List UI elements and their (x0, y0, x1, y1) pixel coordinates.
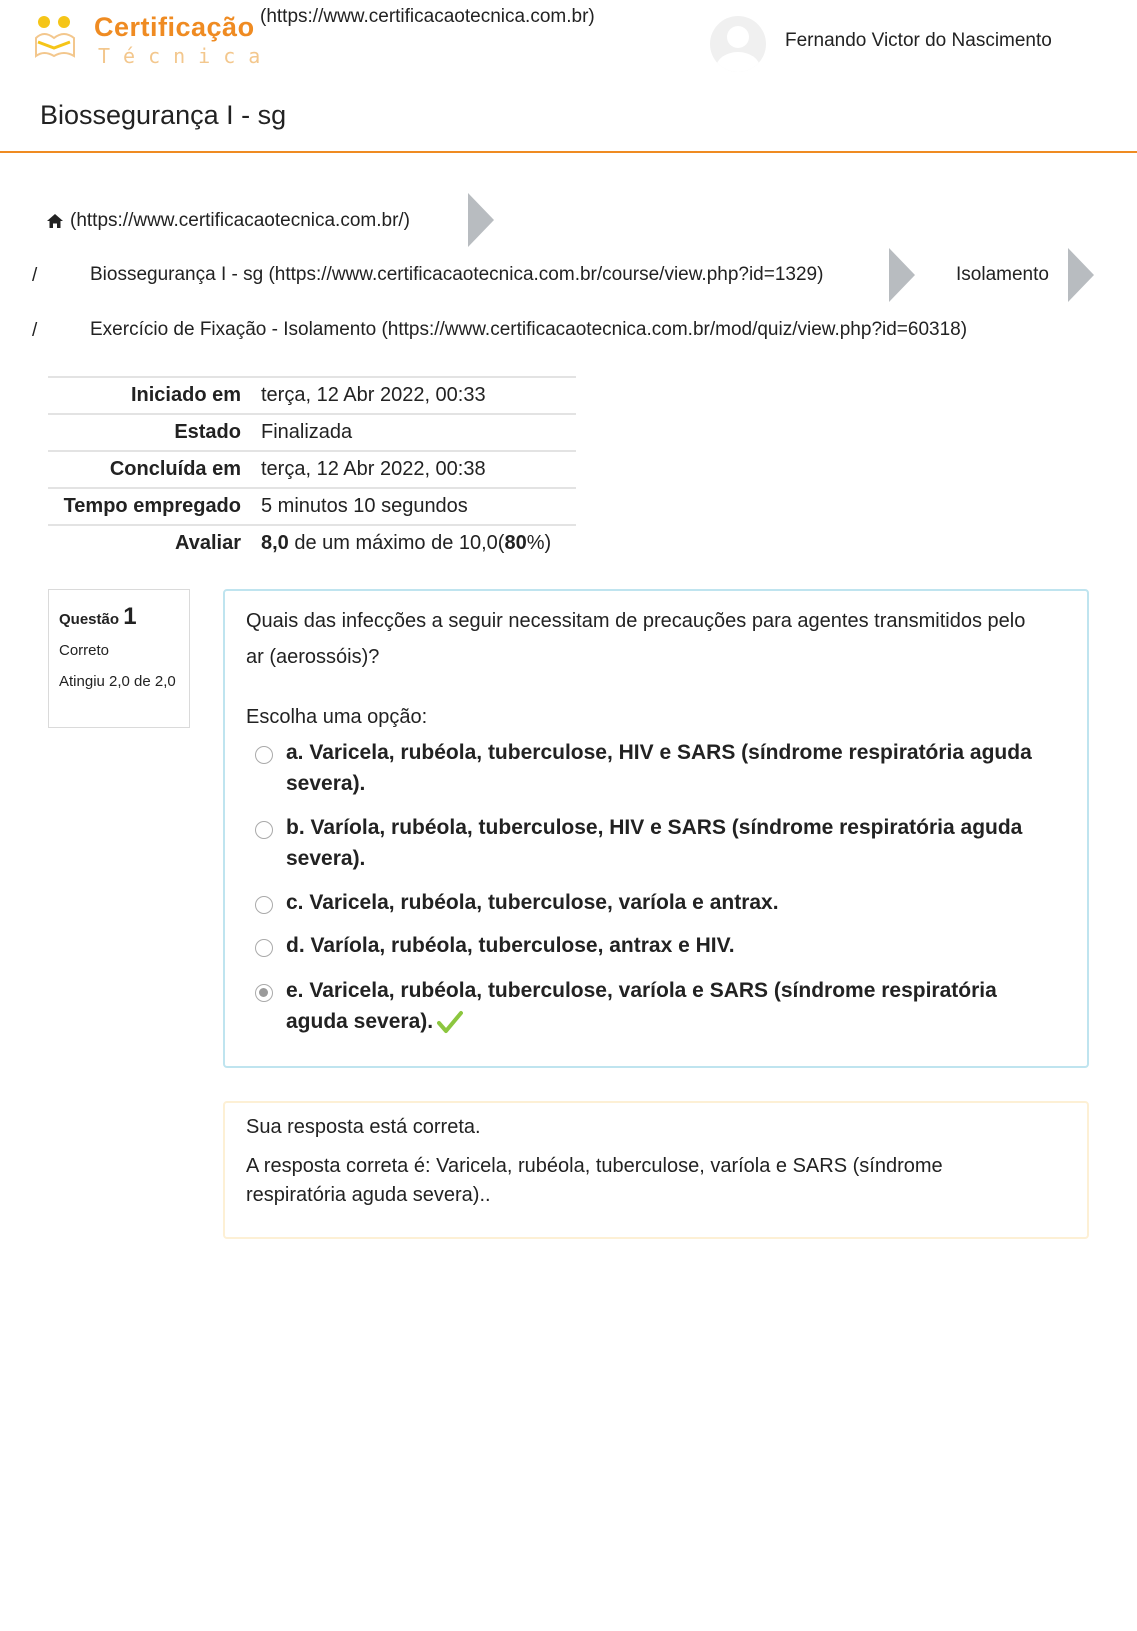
grade-text-end: %) (526, 532, 552, 554)
breadcrumb-separator: / (32, 320, 38, 341)
summary-row-grade (48, 525, 576, 561)
radio-button[interactable] (255, 746, 273, 764)
summary-value: 5 minutos 10 segundos (261, 488, 576, 525)
question-text: Quais das infecções a seguir necessitam de precauções para agentes transmitidos pelo ar (aerossóis)? (246, 610, 1026, 668)
question-info (48, 589, 190, 728)
summary-value (261, 525, 576, 561)
option-label[interactable]: e. Varicela, rubéola, tuberculose, varíola e SARS (síndrome respiratória aguda severa). (286, 979, 997, 1033)
logo-subtitle: Técnica (98, 44, 274, 68)
summary-row-time (48, 488, 576, 525)
feedback-correct-answer: A resposta correta é: Varicela, rubéola, tuberculose, varíola e SARS (síndrome respiratória aguda severa).. (246, 1155, 943, 1206)
question-label: Questão (59, 611, 120, 628)
summary-value: terça, 12 Abr 2022, 00:33 (261, 377, 576, 414)
radio-button[interactable] (255, 821, 273, 839)
answer-option-d[interactable] (255, 930, 1055, 961)
summary-label: Concluída em (48, 451, 261, 488)
choose-option-label: Escolha uma opção: (246, 706, 428, 728)
summary-row-state (48, 414, 576, 451)
breadcrumb-course-link[interactable]: Biossegurança I - sg (https://www.certificacaotecnica.com.br/course/view.php?id=1329) (90, 264, 824, 285)
breadcrumb-arrow-icon (468, 193, 494, 247)
breadcrumb-home-link[interactable]: (https://www.certificacaotecnica.com.br/) (70, 210, 410, 231)
breadcrumb-section-link[interactable]: Isolamento (956, 264, 1049, 285)
option-label[interactable]: b. Varíola, rubéola, tuberculose, HIV e SARS (síndrome respiratória aguda severa). (286, 816, 1023, 870)
question-number: 1 (123, 603, 137, 630)
option-label-wrap[interactable] (286, 975, 1055, 1037)
answer-option-b[interactable] (255, 812, 1055, 874)
answer-option-e[interactable] (255, 975, 1055, 1037)
radio-button[interactable] (255, 939, 273, 957)
correct-check-icon (437, 1010, 463, 1034)
answer-option-a[interactable] (255, 737, 1055, 799)
summary-label: Tempo empregado (48, 488, 261, 525)
summary-label: Avaliar (48, 525, 261, 561)
attempt-summary-table (48, 376, 576, 561)
breadcrumb-arrow-icon (889, 248, 915, 302)
grade-text: de um máximo de 10,0( (288, 532, 505, 554)
option-label[interactable]: d. Varíola, rubéola, tuberculose, antrax e HIV. (286, 934, 735, 957)
page-title: Biossegurança I - sg (40, 100, 287, 130)
radio-button-selected[interactable] (255, 984, 273, 1002)
radio-button[interactable] (255, 896, 273, 914)
summary-label: Iniciado em (48, 377, 261, 414)
answer-option-c[interactable] (255, 887, 1055, 918)
summary-label: Estado (48, 414, 261, 451)
summary-value: Finalizada (261, 414, 576, 451)
option-label[interactable]: a. Varicela, rubéola, tuberculose, HIV e SARS (síndrome respiratória aguda severa). (286, 741, 1032, 795)
site-url-link[interactable]: (https://www.certificacaotecnica.com.br) (260, 6, 595, 27)
breadcrumb-home[interactable] (46, 210, 410, 232)
grade-score: 8,0 (261, 532, 289, 554)
question-status: Correto (59, 641, 110, 659)
summary-row-completed (48, 451, 576, 488)
grade-percent: 80 (504, 532, 527, 554)
summary-row-started (48, 377, 576, 414)
avatar-icon (710, 16, 766, 72)
breadcrumb-separator: / (32, 265, 38, 286)
breadcrumb-quiz-link[interactable]: Exercício de Fixação - Isolamento (https://www.certificacaotecnica.com.br/mod/quiz/view.php?id=60318) (90, 319, 968, 340)
logo-mark-icon (32, 8, 96, 68)
option-label[interactable]: c. Varicela, rubéola, tuberculose, varíola e antrax. (286, 891, 779, 914)
user-name[interactable]: Fernando Victor do Nascimento (785, 30, 1052, 51)
home-icon (46, 213, 64, 229)
question-points: Atingiu 2,0 de 2,0 (59, 672, 176, 690)
feedback-result: Sua resposta está correta. (246, 1116, 481, 1138)
summary-value: terça, 12 Abr 2022, 00:38 (261, 451, 576, 488)
logo-wordmark: Certificação (94, 12, 255, 42)
header-divider (0, 151, 1137, 153)
breadcrumb-arrow-icon (1068, 248, 1094, 302)
user-avatar[interactable] (710, 16, 766, 72)
